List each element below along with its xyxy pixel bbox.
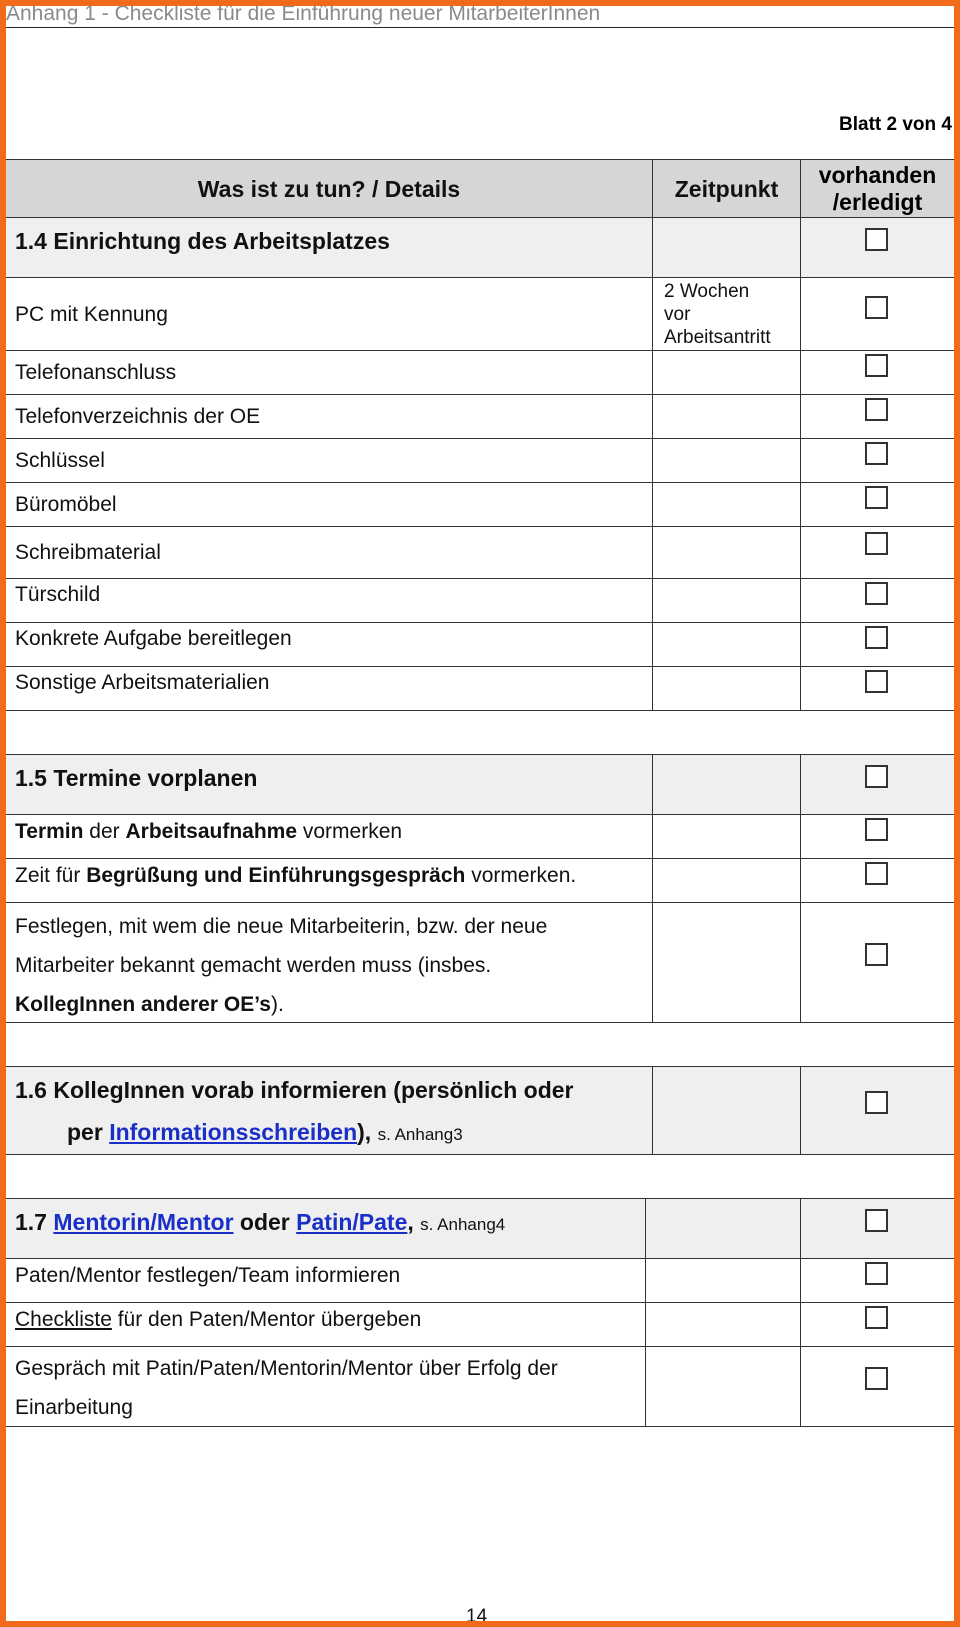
checkbox[interactable] [865,1367,888,1390]
checkbox[interactable] [865,398,888,421]
col-done-header: vorhanden /erledigt [800,160,954,217]
section-1-4 [6,218,954,278]
checkbox[interactable] [865,1209,888,1232]
informationsschreiben-link[interactable]: Informationsschreiben [109,1119,358,1145]
spacer-row [6,711,954,755]
checkbox[interactable] [865,1091,888,1114]
section-title: 1.6 KollegInnen vorab informieren (persönlich oder per Informationsschreiben), s. Anhang3 [15,1077,574,1145]
checkbox[interactable] [865,582,888,605]
section-1-6 [6,1067,954,1155]
col-time-header: Zeitpunkt [652,160,800,217]
table-row: Termin der Arbeitsaufnahme vormerken [6,815,954,859]
table-row: Paten/Mentor festlegen/Team informieren [6,1259,954,1303]
table-row: Gespräch mit Patin/Paten/Mentorin/Mentor über Erfolg der Einarbeitung [6,1347,954,1427]
sheet-number: Blatt 2 von 4 [839,114,952,135]
checkbox[interactable] [865,670,888,693]
page-number: 14 [466,1606,488,1621]
checkbox[interactable] [865,862,888,885]
spacer-row [6,1023,954,1067]
table-row: Festlegen, mit wem die neue Mitarbeiterin, bzw. der neue Mitarbeiter bekannt gemacht werden muss (insbes. KollegInnen anderer OE’s). [6,903,954,1023]
checkbox[interactable] [865,228,888,251]
table-row: Büromöbel [6,483,954,527]
table-header [6,160,954,218]
pate-link[interactable]: Patin/Pate [296,1209,408,1235]
section-title: 1.5 Termine vorplanen [15,765,258,791]
table-row: Schlüssel [6,439,954,483]
checkbox[interactable] [865,1306,888,1329]
table-row: Schreibmaterial [6,527,954,579]
table-row: Sonstige Arbeitsmaterialien [6,667,954,711]
table-row: PC mit Kennung 2 Wochen vor Arbeitsantritt [6,278,954,351]
checkbox[interactable] [865,354,888,377]
header-divider [6,27,954,28]
document-header: Anhang 1 - Checkliste für die Einführung neuer MitarbeiterInnen [6,6,601,25]
table-row: Zeit für Begrüßung und Einführungsgespräch vormerken. [6,859,954,903]
checkbox[interactable] [865,442,888,465]
table-row: Checkliste für den Paten/Mentor übergeben [6,1303,954,1347]
spacer-row [6,1155,954,1199]
checkliste-link[interactable]: Checkliste [15,1308,112,1331]
col-task-header: Was ist zu tun? / Details [197,176,461,202]
table-row: Konkrete Aufgabe bereitlegen [6,623,954,667]
section-1-5 [6,755,954,815]
section-title: 1.7 Mentorin/Mentor oder Patin/Pate, s. Anhang4 [15,1209,506,1235]
section-title: 1.4 Einrichtung des Arbeitsplatzes [15,228,390,254]
checkbox[interactable] [865,626,888,649]
section-1-7 [6,1199,954,1259]
table-row: Telefonverzeichnis der OE [6,395,954,439]
mentor-link[interactable]: Mentorin/Mentor [53,1209,234,1235]
checkbox[interactable] [865,818,888,841]
checkbox[interactable] [865,1262,888,1285]
checkbox[interactable] [865,943,888,966]
checkbox[interactable] [865,765,888,788]
time-cell: 2 Wochen vor Arbeitsantritt [652,278,800,350]
table-row: Türschild [6,579,954,623]
checkbox[interactable] [865,296,888,319]
checkbox[interactable] [865,532,888,555]
table-row: Telefonanschluss [6,351,954,395]
checkbox[interactable] [865,486,888,509]
document-page [6,6,954,1621]
